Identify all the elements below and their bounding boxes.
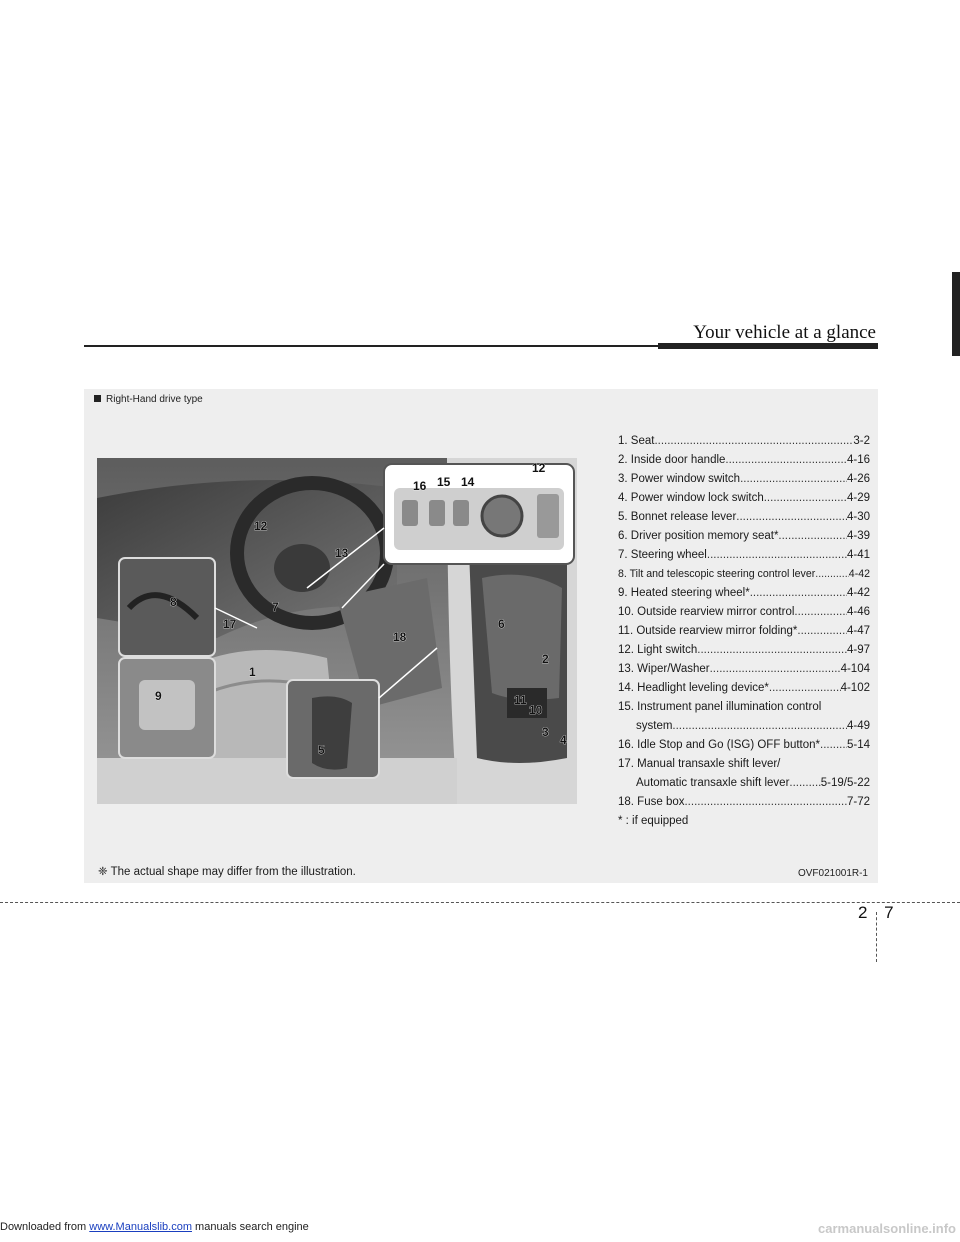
page-number-divider [876, 912, 878, 962]
callout-6: 6 [498, 617, 505, 631]
manualslib-link[interactable]: www.Manualslib.com [89, 1221, 192, 1233]
callout-5: 5 [318, 743, 325, 757]
download-credit: Downloaded from www.Manualslib.com manuals search engine [0, 1221, 309, 1233]
inset-callout-14: 14 [461, 475, 475, 489]
footer-dashed-rule [0, 902, 960, 903]
callout-10: 10 [529, 703, 543, 717]
list-item: 7. Steering wheel ..... 4-41 [618, 542, 870, 561]
inset-callout-15: 15 [437, 475, 451, 489]
callout-12: 12 [254, 519, 268, 533]
image-code: OVF021001R-1 [797, 868, 868, 879]
illustration-caption: ❈ The actual shape may differ from the illustration. [98, 866, 356, 878]
list-item: 14. Headlight leveling device* ..... 4-102 [618, 675, 870, 694]
list-item: system ..... 4-49 [618, 713, 870, 732]
list-item: 10. Outside rearview mirror control ..... 4-46 [618, 599, 870, 618]
square-bullet-icon [94, 395, 101, 402]
list-item: 18. Fuse box ..... 7-72 [618, 789, 870, 808]
inset-callout-16: 16 [413, 479, 427, 493]
list-item: 2. Inside door handle ..... 4-16 [618, 447, 870, 466]
list-item: 6. Driver position memory seat* ..... 4-39 [618, 523, 870, 542]
list-item: 4. Power window lock switch ..... 4-29 [618, 485, 870, 504]
list-item: 9. Heated steering wheel* ..... 4-42 [618, 580, 870, 599]
footnote: * : if equipped [618, 815, 689, 827]
list-item: 3. Power window switch ..... 4-26 [618, 466, 870, 485]
callout-17: 17 [223, 617, 237, 631]
inset-callout-12: 12 [532, 461, 546, 475]
callout-4: 4 [560, 733, 567, 747]
list-item: 17. Manual transaxle shift lever/ [618, 758, 781, 770]
list-item: 5. Bonnet release lever ..... 4-30 [618, 504, 870, 523]
list-item: 8. Tilt and telescopic steering control lever ..... 4-42 [618, 561, 870, 580]
list-item: 15. Instrument panel illumination control [618, 701, 822, 713]
callout-18: 18 [393, 630, 407, 644]
watermark: carmanualsonline.info [818, 1221, 956, 1236]
list-item: 11. Outside rearview mirror folding* ..... 4-47 [618, 618, 870, 637]
list-item: 12. Light switch ..... 4-97 [618, 637, 870, 656]
callout-7: 7 [272, 600, 279, 614]
callout-13: 13 [335, 546, 349, 560]
section-tab [952, 272, 960, 356]
component-list [618, 428, 870, 827]
list-item: 13. Wiper/Washer ..... 4-104 [618, 656, 870, 675]
section-title: Your vehicle at a glance [693, 322, 876, 343]
callout-2: 2 [542, 652, 549, 666]
panel-label: Right-Hand drive type [94, 394, 203, 405]
header-accent-bar [658, 343, 878, 349]
interior-illustration [97, 458, 577, 804]
list-item: 16. Idle Stop and Go (ISG) OFF button* ..... 5-14 [618, 732, 870, 751]
callout-3: 3 [542, 725, 549, 739]
callout-1: 1 [249, 665, 256, 679]
callout-8: 8 [170, 595, 177, 609]
callout-9: 9 [155, 689, 162, 703]
list-item: Automatic transaxle shift lever ..... 5-19/5-22 [618, 770, 870, 789]
list-item: 1. Seat ..... 3-2 [618, 428, 870, 447]
callout-11: 11 [514, 693, 527, 707]
page-number: 2 7 [858, 903, 900, 922]
